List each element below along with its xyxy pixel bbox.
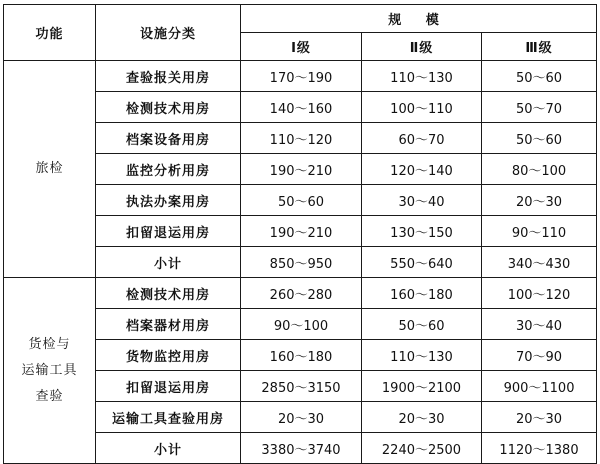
category-cell: 检测技术用房: [96, 92, 241, 123]
function-label-line: 运输工具: [21, 362, 78, 378]
header-scale: 规 模: [241, 5, 597, 33]
subtotal-label: 小计: [96, 247, 241, 278]
value-cell-level-3: 90～110: [482, 216, 597, 247]
value-cell-level-2: 550～640: [362, 247, 482, 278]
function-label-line: 货检与: [28, 336, 71, 352]
category-cell: 扣留退运用房: [96, 371, 241, 402]
value-cell-level-1: 3380～3740: [241, 433, 362, 464]
value-cell-level-2: 20～30: [362, 402, 482, 433]
value-cell-level-2: 120～140: [362, 154, 482, 185]
value-cell-level-3: 50～60: [482, 61, 597, 92]
table-row: [4, 278, 597, 309]
value-cell-level-2: 110～130: [362, 340, 482, 371]
value-cell-level-2: 160～180: [362, 278, 482, 309]
table-row: [4, 61, 597, 92]
value-cell-level-1: 170～190: [241, 61, 362, 92]
value-cell-level-3: 50～70: [482, 92, 597, 123]
value-cell-level-1: 260～280: [241, 278, 362, 309]
header-level-1: Ⅰ级: [241, 33, 362, 61]
value-cell-level-3: 1120～1380: [482, 433, 597, 464]
value-cell-level-1: 50～60: [241, 185, 362, 216]
subtotal-label: 小计: [96, 433, 241, 464]
value-cell-level-3: 900～1100: [482, 371, 597, 402]
category-cell: 档案器材用房: [96, 309, 241, 340]
value-cell-level-2: 130～150: [362, 216, 482, 247]
function-cell-passenger: [4, 61, 96, 278]
value-cell-level-2: 110～130: [362, 61, 482, 92]
value-cell-level-1: 20～30: [241, 402, 362, 433]
category-cell: 监控分析用房: [96, 154, 241, 185]
value-cell-level-3: 20～30: [482, 402, 597, 433]
category-cell: 扣留退运用房: [96, 216, 241, 247]
value-cell-level-1: 140～160: [241, 92, 362, 123]
category-cell: 查验报关用房: [96, 61, 241, 92]
value-cell-level-3: 70～90: [482, 340, 597, 371]
facility-scale-table: [3, 4, 597, 464]
category-cell: 检测技术用房: [96, 278, 241, 309]
function-label: 旅检: [35, 161, 64, 176]
value-cell-level-1: 190～210: [241, 154, 362, 185]
value-cell-level-2: 1900～2100: [362, 371, 482, 402]
value-cell-level-3: 50～60: [482, 123, 597, 154]
value-cell-level-2: 100～110: [362, 92, 482, 123]
value-cell-level-2: 50～60: [362, 309, 482, 340]
value-cell-level-3: 80～100: [482, 154, 597, 185]
category-cell: 执法办案用房: [96, 185, 241, 216]
value-cell-level-2: 30～40: [362, 185, 482, 216]
value-cell-level-1: 190～210: [241, 216, 362, 247]
value-cell-level-2: 60～70: [362, 123, 482, 154]
value-cell-level-3: 100～120: [482, 278, 597, 309]
header-level-2: Ⅱ级: [362, 33, 482, 61]
header-level-3: Ⅲ级: [482, 33, 597, 61]
value-cell-level-1: 90～100: [241, 309, 362, 340]
header-function: 功能: [4, 5, 96, 61]
value-cell-level-1: 110～120: [241, 123, 362, 154]
value-cell-level-3: 30～40: [482, 309, 597, 340]
category-cell: 货物监控用房: [96, 340, 241, 371]
value-cell-level-1: 160～180: [241, 340, 362, 371]
header-category: 设施分类: [96, 5, 241, 61]
category-cell: 档案设备用房: [96, 123, 241, 154]
value-cell-level-1: 2850～3150: [241, 371, 362, 402]
value-cell-level-3: 340～430: [482, 247, 597, 278]
value-cell-level-1: 850～950: [241, 247, 362, 278]
category-cell: 运输工具查验用房: [96, 402, 241, 433]
function-label-line: 查验: [35, 388, 64, 404]
value-cell-level-2: 2240～2500: [362, 433, 482, 464]
function-cell-cargo: [4, 278, 96, 464]
value-cell-level-3: 20～30: [482, 185, 597, 216]
